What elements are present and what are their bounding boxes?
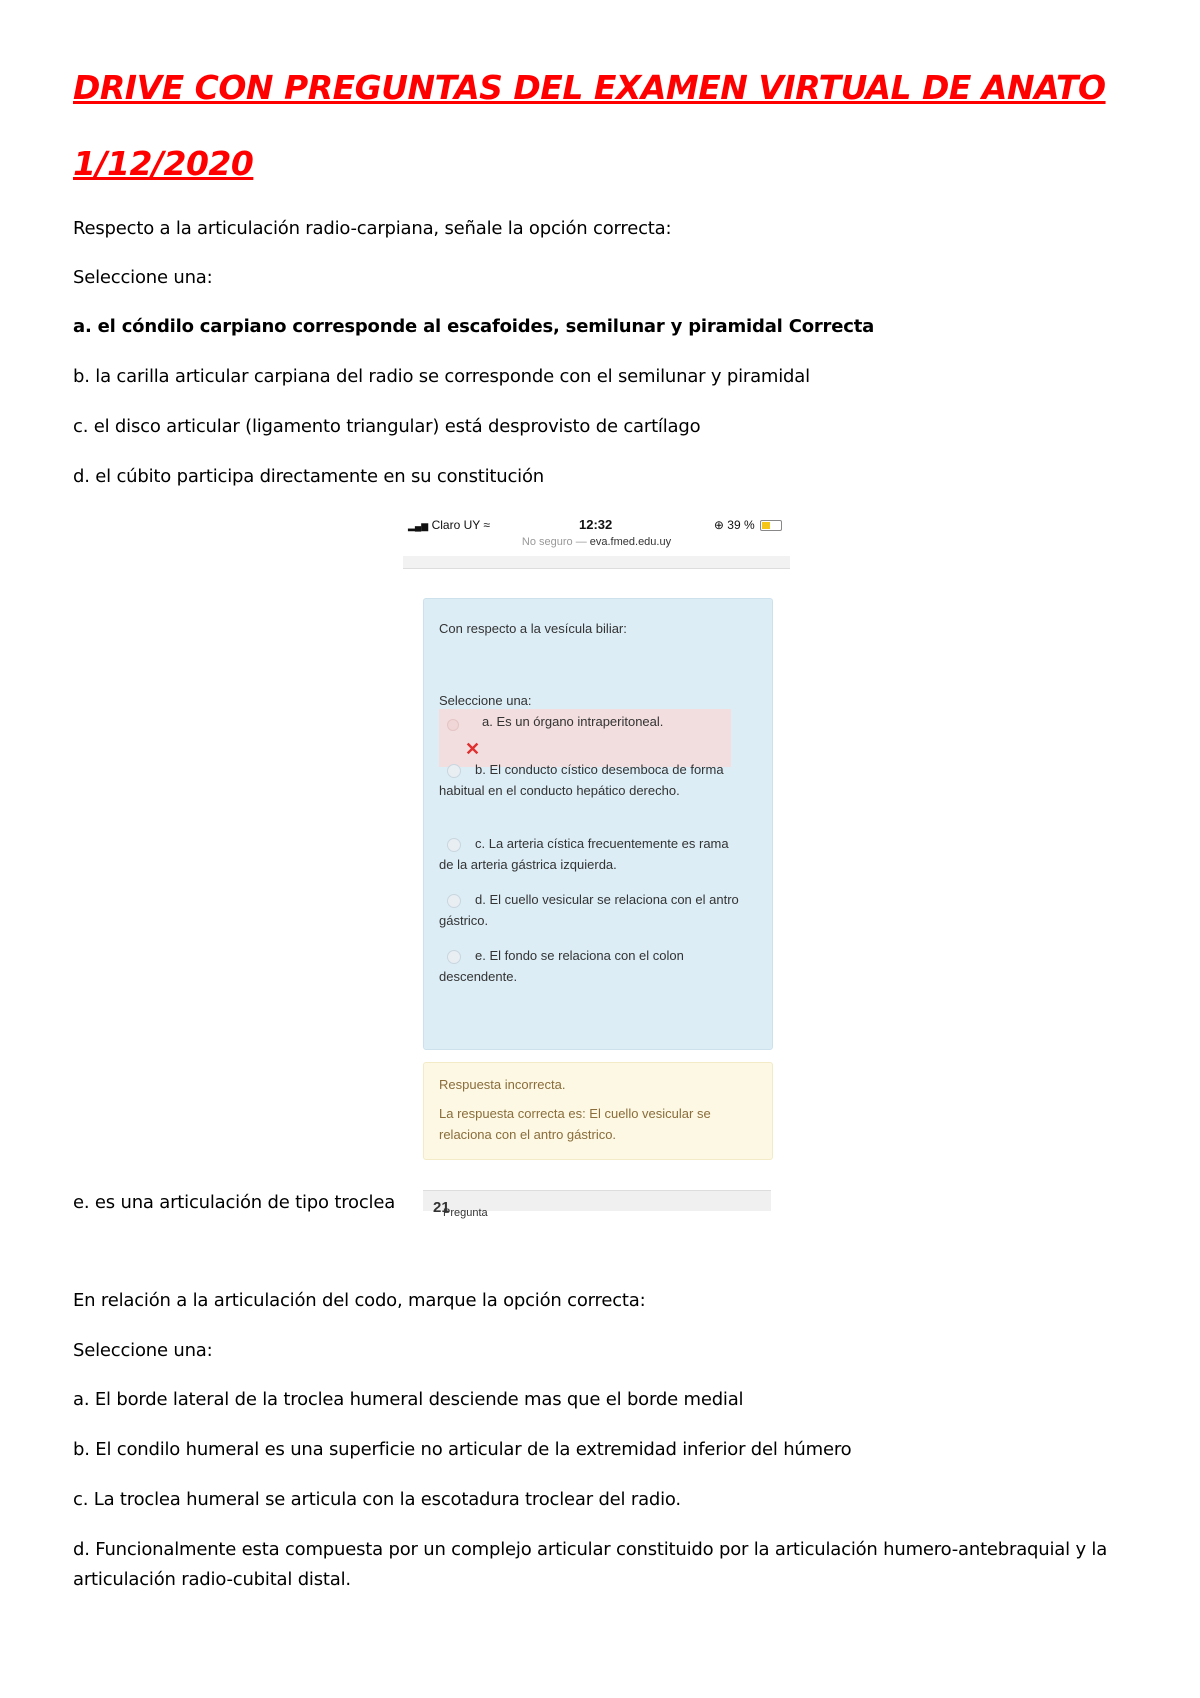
question-text: Con respecto a la vesícula biliar: [439,621,627,636]
option-c-label: c. La arteria cística frecuentemente es rama de la arteria gástrica izquierda. [439,836,729,872]
select-label: Seleccione una: [439,693,532,708]
previous-question-card [403,556,790,569]
option-d-label: d. El cuello vesicular se relaciona con el antro gástrico. [439,892,739,928]
q2-select-label: Seleccione una: [73,1340,213,1361]
option-e[interactable] [439,945,739,987]
option-c[interactable] [439,833,739,875]
url-prefix: No seguro — [521,536,587,548]
browser-url [403,536,790,548]
next-question-number: 21 [433,1199,450,1216]
feedback-text: La respuesta correcta es: El cuello vesicular se relaciona con el antro gástrico. [439,1106,711,1142]
q1-option-b: b. la carilla articular carpiana del radio se corresponde con el semilunar y piramidal [73,366,810,387]
radio-icon[interactable] [447,719,459,731]
feedback-title: Respuesta incorrecta. [439,1077,566,1092]
q2-option-b: b. El condilo humeral es una superficie no articular de la extremidad inferior del húmero [73,1439,852,1460]
q1-select-label: Seleccione una: [73,267,213,288]
q2-option-a: a. El borde lateral de la troclea humeral desciende mas que el borde medial [73,1389,744,1410]
next-question-label [433,1199,488,1219]
incorrect-x-icon: ✕ [465,739,481,759]
radio-icon[interactable] [447,764,461,778]
feedback-box [423,1062,773,1160]
document-title: DRIVE CON PREGUNTAS DEL EXAMEN VIRTUAL DE ANATO [73,68,1106,107]
option-b-label: b. El conducto cístico desemboca de forma habitual en el conducto hepático derecho. [439,762,724,798]
q2-question: En relación a la articulación del codo, marque la opción correcta: [73,1290,646,1311]
battery-percent: 39 % [727,518,755,532]
option-a-label: a. Es un órgano intraperitoneal. [482,714,664,729]
q1-option-c: c. el disco articular (ligamento triangular) está desprovisto de cartílago [73,416,701,437]
q1-option-a: a. el cóndilo carpiano corresponde al escafoides, semilunar y piramidal Correcta [73,316,875,337]
q2-option-c: c. La troclea humeral se articula con la escotadura troclear del radio. [73,1489,681,1510]
carrier-label [408,518,490,532]
radio-icon[interactable] [447,838,461,852]
option-b[interactable] [439,759,739,801]
option-e-label: e. El fondo se relaciona con el colon descendente. [439,948,684,984]
radio-icon[interactable] [447,894,461,908]
q2-option-d: d. Funcionalmente esta compuesta por un complejo articular constituido por la articulación humero-antebraquial y la [73,1539,1108,1560]
next-question-word: Pregunta [443,1207,488,1219]
next-question-header [423,1190,771,1219]
q1-option-d: d. el cúbito participa directamente en su constitución [73,466,544,487]
q2-option-d-continued: articulación radio-cubital distal. [73,1569,351,1590]
q1-question: Respecto a la articulación radio-carpiana, señale la opción correcta: [73,218,672,239]
url-domain: eva.fmed.edu.uy [589,536,672,548]
q1-option-e: e. es una articulación de tipo troclea [73,1192,396,1213]
wifi-icon: ≈ [483,518,490,532]
battery-status [714,518,782,532]
phone-status-bar [403,510,790,554]
embedded-screenshot [403,510,790,1219]
radio-icon[interactable] [447,950,461,964]
question-card [423,598,773,1050]
document-date: 1/12/2020 [73,144,254,183]
signal-icon: ▂▄▆ [408,521,429,531]
carrier-text: Claro UY [431,518,481,532]
orientation-lock-icon: ⊕ [713,518,724,532]
battery-icon [760,520,782,531]
option-d[interactable] [439,889,739,931]
phone-time: 12:32 [579,517,613,532]
